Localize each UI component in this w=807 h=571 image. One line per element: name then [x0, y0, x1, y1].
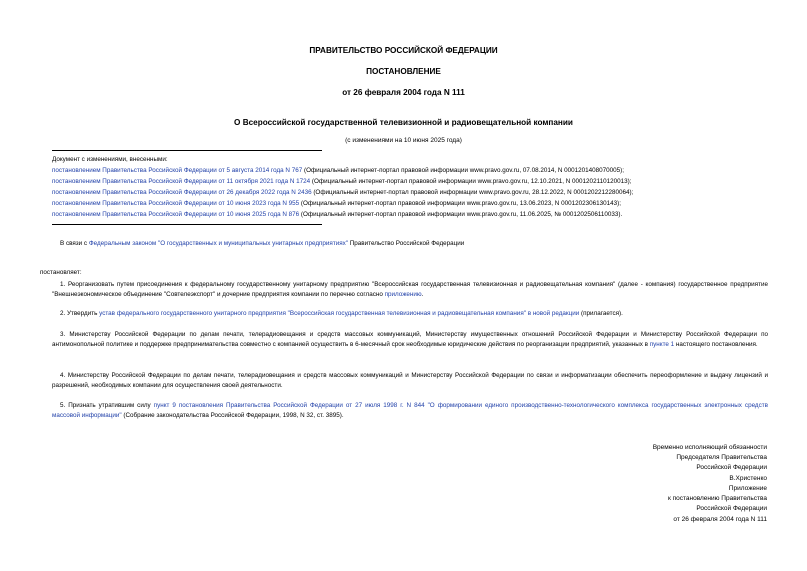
federal-law-link[interactable]: Федеральным законом "О государственных и муниципальных унитарных предприятиях" [88, 240, 349, 247]
revision-note: (с изменениями на 10 июня 2025 года) [345, 137, 462, 144]
divider-top [52, 150, 322, 151]
change-source: (Официальный интернет-портал правовой информации www.pravo.gov.ru, 28.12.2022, N 0001202212280064); [311, 189, 634, 196]
org-title: ПРАВИТЕЛЬСТВО РОССИЙСКОЙ ФЕДЕРАЦИИ [309, 46, 498, 55]
change-item [52, 177, 631, 186]
changes-intro: Документ с изменениями, внесенными: [52, 156, 168, 163]
change-link[interactable]: постановлением Правительства Российской Федерации от 10 июня 2025 года N 876 [52, 211, 300, 218]
paragraph-4: 4. Министерству Российской Федерации по делам печати, телерадиовещания и средств массовых коммуникаций и Министерству Российской Федерации по связи и информатизации обеспечить переоформление и выдачу лицензий и разрешений, необходимых компании для осуществления своей деятельности. [52, 372, 768, 389]
change-item [52, 210, 622, 219]
change-link[interactable]: постановлением Правительства Российской Федерации от 10 июня 2023 года N 955 [52, 200, 300, 207]
change-item [52, 166, 624, 175]
change-link[interactable]: постановлением Правительства Российской Федерации от 11 октября 2021 года N 1724 [52, 178, 311, 185]
appendix-link[interactable]: приложению [384, 291, 422, 298]
change-item [52, 188, 633, 197]
paragraph-5: 5. Признать утратившим силу пункт 9 постановления Правительства Российской Федерации от 27 июля 1998 г. N 844 "О формировании единого производственно-технологического комплекса государственных электронных средств массовой информации" (Собрание законодательства Российской Федерации, 1998, N 32, ст. 3895). [52, 402, 768, 419]
doc-subject: О Всероссийской государственной телевизионной и радиовещательной компании [234, 118, 573, 127]
paragraph-3: 3. Министерству Российской Федерации по делам печати, телерадиовещания и средств массовых коммуникаций, Министерству имущественных отношений Российской Федерации и Министерству Российской Федерации по антимонопольной политике и поддержке предпринимательства совместно с компанией осуществить в 6-месячный срок необходимые юридические действия по реорганизации предприятий, указанных в пункте 1 настоящего постановления. [52, 331, 768, 348]
divider-bottom [52, 224, 322, 225]
change-item [52, 199, 621, 208]
appendix-block [547, 484, 767, 525]
paragraph-1: 1. Реорганизовать путем присоединения к федеральному государственному унитарному предприятию "Всероссийская государственная телевизионная и радиовещательная компания" (далее - компания) государственное предприятие "Внешнеэкономическое объединение "Совтелеэкспорт" и дочерние предприятия компании по перечню согласно приложению. [52, 281, 768, 298]
preamble: В связи с Федеральным законом "О государственных и муниципальных унитарных предприятиях" Правительство Российской Федерации [60, 240, 465, 247]
decrees-word: постановляет: [40, 269, 82, 276]
charter-link[interactable]: устав федерального государственного унитарного предприятия "Всероссийская государственная телевизионная и радиовещательная компания" в новой редакции [99, 310, 580, 317]
signature-line: Временно исполняющий обязанности [652, 444, 767, 451]
signature-line: Председателя Правительства [676, 454, 767, 462]
appendix-line: Приложение [728, 485, 767, 492]
appendix-line: от 26 февраля 2004 года N 111 [673, 515, 767, 523]
signatory-name: В.Христенко [729, 474, 767, 482]
change-source: (Официальный интернет-портал правовой информации www.pravo.gov.ru, 07.08.2014, N 0001201408070005); [302, 167, 625, 174]
change-link[interactable]: постановлением Правительства Российской Федерации от 26 декабря 2022 года N 2436 [52, 189, 312, 196]
change-source: (Официальный интернет-портал правовой информации www.pravo.gov.ru, 11.06.2025, № 0001202506110033). [299, 211, 623, 218]
change-source: (Официальный интернет-портал правовой информации www.pravo.gov.ru, 12.10.2021, N 0001202110120013); [310, 178, 632, 185]
clause-1-link[interactable]: пункте 1 [649, 341, 675, 348]
change-source: (Официальный интернет-портал правовой информации www.pravo.gov.ru, 13.06.2023, N 0001202306130143); [299, 200, 621, 207]
doc-type: ПОСТАНОВЛЕНИЕ [366, 67, 441, 76]
doc-date-number: от 26 февраля 2004 года N 111 [342, 88, 465, 97]
signature-block [547, 443, 767, 484]
appendix-line: к постановлению Правительства [667, 495, 767, 503]
signature-line: Российской Федерации [696, 464, 767, 472]
resolution-844-link[interactable]: пункт 9 постановления Правительства Российской Федерации от 27 июля 1998 г. N 844 "О формировании единого производственно-технологического комплекса государственных электронных средств массовой информации" [52, 402, 768, 419]
paragraph-2: 2. Утвердить устав федерального государственного унитарного предприятия "Всероссийская государственная телевизионная и радиовещательная компания" в новой редакции (прилагается). [60, 310, 623, 317]
change-link[interactable]: постановлением Правительства Российской Федерации от 5 августа 2014 года N 767 [52, 167, 303, 174]
appendix-line: Российской Федерации [696, 505, 767, 513]
